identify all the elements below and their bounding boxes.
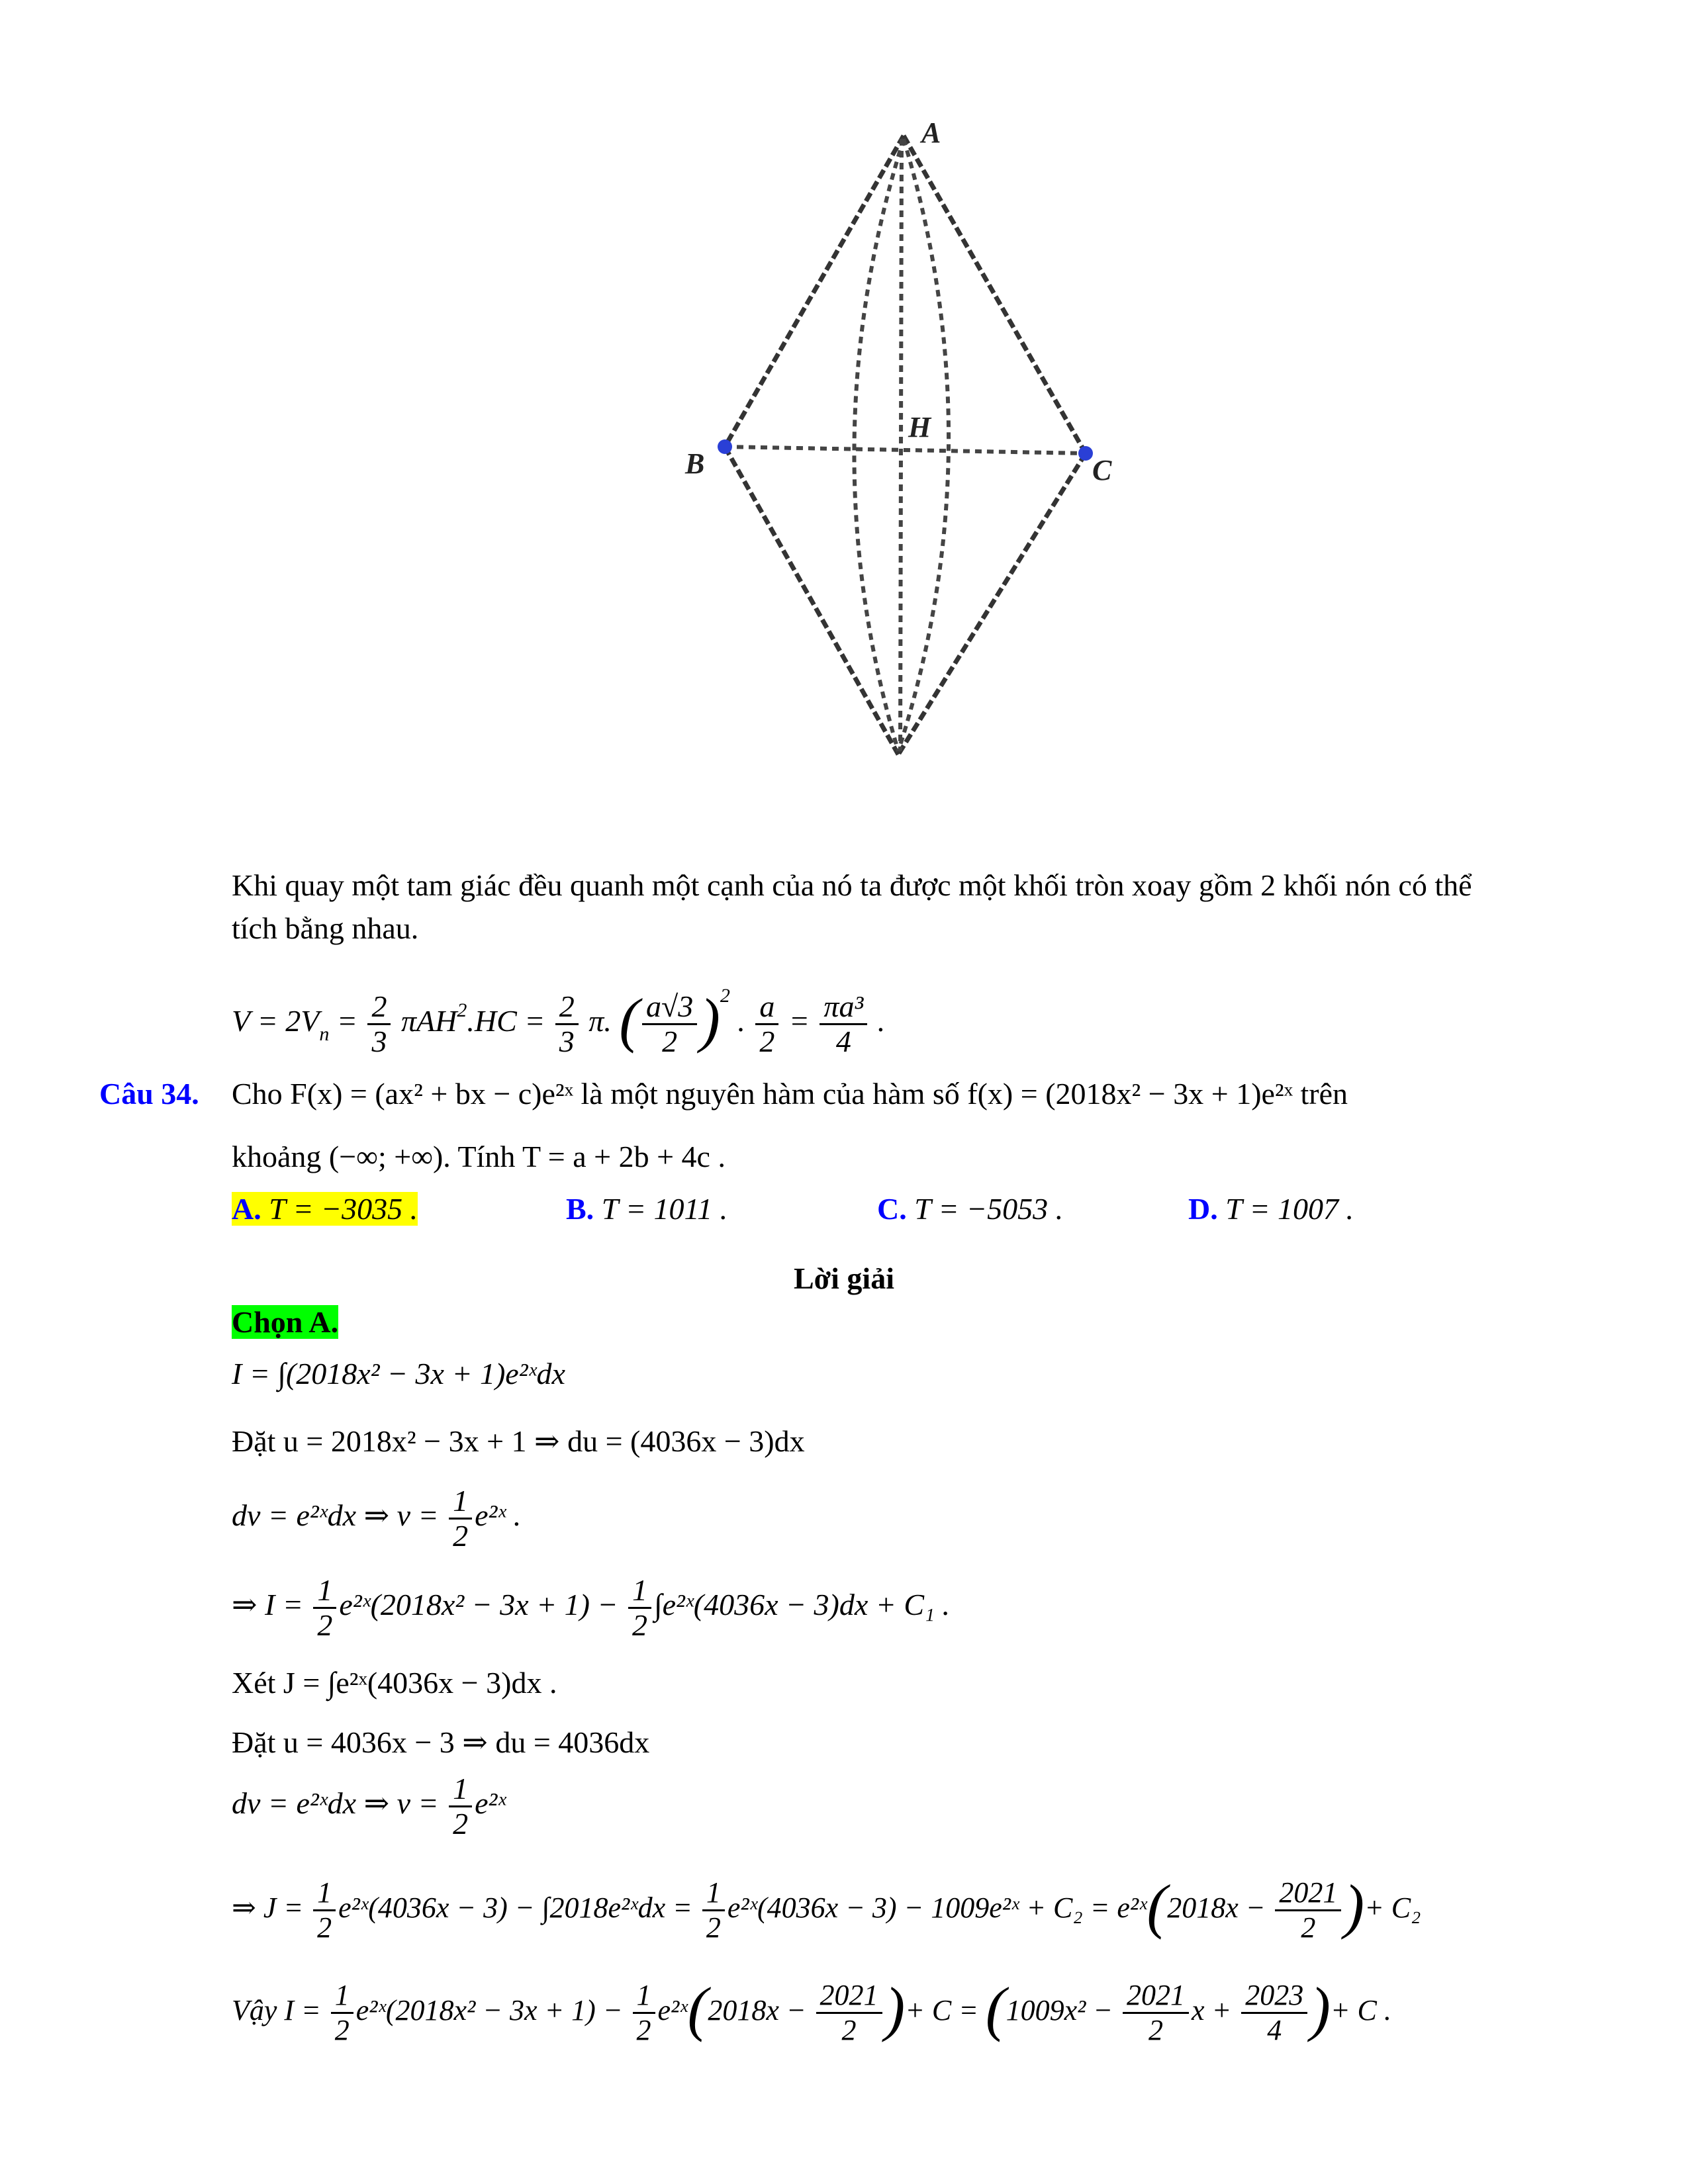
intro-line-2: tích bằng nhau.: [232, 911, 419, 945]
solution-line-2: Đặt u = 2018x² − 3x + 1 ⇒ du = (4036x − 3)dx: [232, 1424, 805, 1458]
label-c: C: [1092, 454, 1112, 486]
formula-eq: =: [336, 1004, 357, 1038]
frac-2-3-a: $\frac{2}{3}$: [367, 990, 391, 1058]
formula-sub-n: n: [319, 1023, 330, 1045]
solution-line-5: Xét J = ∫e²ˣ(4036x − 3)dx .: [232, 1666, 557, 1700]
label-h: H: [908, 411, 931, 443]
frac-2-3-b: $\frac{2}{3}$: [555, 990, 579, 1058]
point-c: [1078, 446, 1093, 461]
segment-bc: [725, 447, 1086, 453]
edge-b-bottom: [725, 447, 898, 754]
edge-c-bottom: [898, 453, 1086, 754]
frac-pi-a3: $\frac{\text{πa³}}{4}$: [820, 990, 867, 1058]
geometry-figure: [662, 113, 1139, 794]
meridian-right: [898, 139, 949, 751]
frac-a-2: $\frac{a}{2}$: [755, 990, 778, 1058]
question-text-1: Cho F(x) = (ax² + bx − c)e²ˣ là một nguyên hàm của hàm số f(x) = (2018x² − 3x + 1)e²ˣ trên: [232, 1077, 1348, 1111]
option-c[interactable]: C. T = −5053 .: [877, 1192, 1064, 1226]
question-label: Câu 34.: [99, 1077, 199, 1111]
solution-line-7: dv = e²ˣdx ⇒ v = $\frac{1}{2}$ e²ˣ: [232, 1771, 506, 1841]
solution-line-1: I = ∫(2018x² − 3x + 1)e²ˣdx: [232, 1357, 565, 1390]
point-b: [718, 439, 732, 454]
solution-line-8: ⇒ J = $\frac{1}{2}$ e²ˣ(4036x − 3) − ∫2018e²ˣdx = $\frac{1}{2}$ e²ˣ(4036x − 3) − 1009e²ˣ + C₂ = e²ˣ(2018x − $\frac{2021}{2}$ )+ C₂: [232, 1872, 1421, 1944]
solution-line-6: Đặt u = 4036x − 3 ⇒ du = 4036dx: [232, 1725, 650, 1759]
option-a[interactable]: A. T = −3035 .: [232, 1192, 418, 1226]
solution-line-4: ⇒ I = $\frac{1}{2}$ e²ˣ(2018x² − 3x + 1) − $\frac{1}{2}$ ∫e²ˣ(4036x − 3)dx + C₁ .: [232, 1572, 951, 1642]
option-b[interactable]: B. T = 1011 .: [566, 1192, 728, 1226]
frac-a-sqrt3: $\frac{a√3}{2}$: [642, 990, 697, 1058]
meridian-left: [854, 139, 904, 751]
label-b: B: [685, 447, 705, 480]
intro-line-1: Khi quay một tam giác đều quanh một cạnh của nó ta được một khối tròn xoay gồm 2 khối nón có thể: [232, 868, 1472, 902]
double-cone-diagram: [662, 113, 1139, 794]
solution-heading: Lời giải: [794, 1261, 894, 1295]
formula-lhs: V = 2V: [232, 1004, 320, 1038]
solution-line-9: Vậy I = $\frac{1}{2}$ e²ˣ(2018x² − 3x + 1) − $\frac{1}{2}$ e²ˣ(2018x − $\frac{2021}{2}$ )+ C = (1009x² − $\frac{2021}{2}$ x + $\frac{2023}{4}$ )+ C .: [232, 1975, 1391, 2047]
frac-1-2-a: $\frac{1}{2}$: [449, 1484, 472, 1553]
question-text-2: khoảng (−∞; +∞). Tính T = a + 2b + 4c .: [232, 1140, 726, 1173]
edge-ab: [725, 136, 904, 447]
label-a: A: [921, 116, 941, 149]
axis-a-bottom: [900, 139, 902, 751]
option-d[interactable]: D. T = 1007 .: [1188, 1192, 1354, 1226]
solution-line-3: dv = e²ˣdx ⇒ v = $\frac{1}{2}$ e²ˣ .: [232, 1483, 522, 1553]
chosen-answer: Chọn A.: [232, 1305, 339, 1339]
edge-ac: [904, 136, 1086, 453]
volume-formula: $V = 2V_n$ = $\frac{2}{3}$ πAH$^2$.HC = $\frac{2}{3}$ π. ( $\frac{a√3}{2}$ )$^2$ . $\frac{a}{2}$ = $\frac{\text{πa³}}{4}$ .: [232, 985, 886, 1058]
